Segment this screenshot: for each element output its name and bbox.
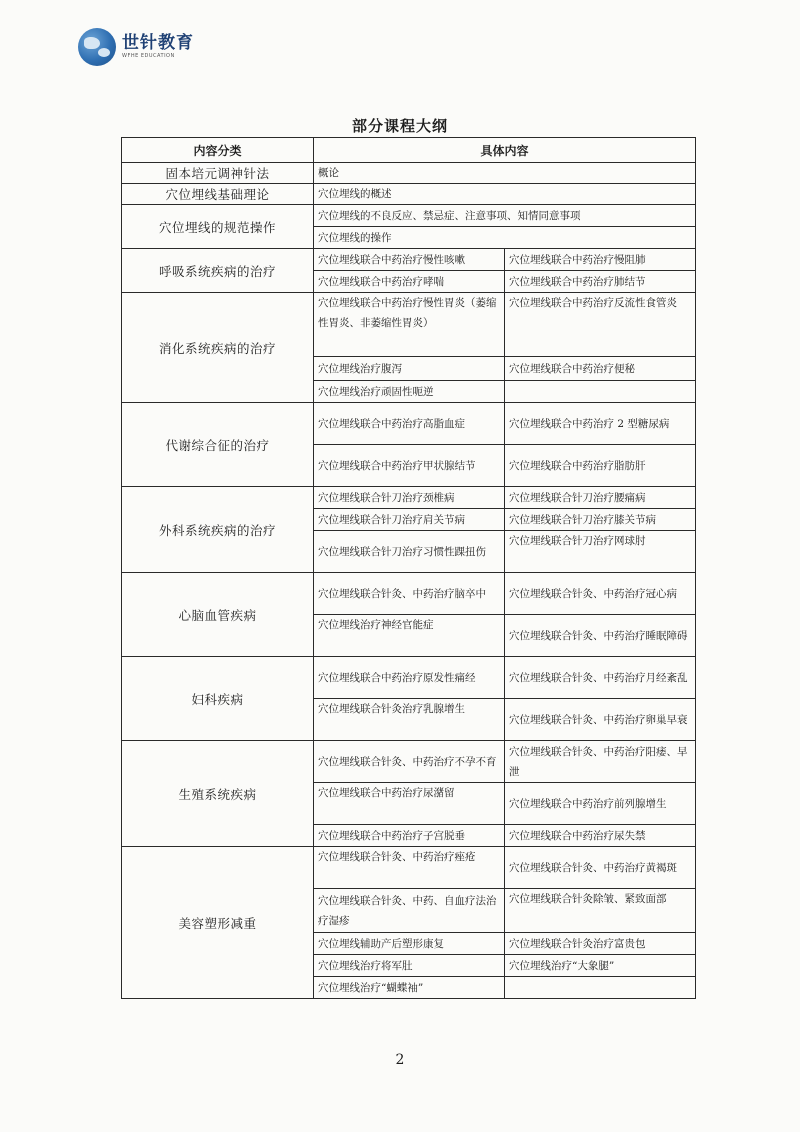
content-cell: 穴位埋线治疗神经官能症 (314, 615, 505, 657)
content-cell: 穴位埋线联合针灸、中药治疗卵巢早衰 (505, 699, 696, 741)
content-cell: 穴位埋线联合中药治疗甲状腺结节 (314, 445, 505, 487)
category-cell: 消化系统疾病的治疗 (122, 293, 314, 403)
table-row (122, 741, 696, 783)
table-row (122, 847, 696, 889)
content-cell: 穴位埋线联合针灸、中药治疗黄褐斑 (505, 847, 696, 889)
category-cell: 穴位埋线的规范操作 (122, 205, 314, 249)
course-outline-table (121, 137, 696, 999)
content-cell: 穴位埋线联合中药治疗慢性咳嗽 (314, 249, 505, 271)
table-row (122, 205, 696, 227)
content-cell: 穴位埋线的概述 (314, 184, 696, 205)
content-cell: 穴位埋线联合中药治疗便秘 (505, 357, 696, 381)
table-row (122, 163, 696, 184)
content-cell: 穴位埋线联合针灸、中药治疗冠心病 (505, 573, 696, 615)
category-cell: 代谢综合征的治疗 (122, 403, 314, 487)
logo-title: 世针教育 (122, 33, 194, 53)
content-cell: 穴位埋线治疗“蝴蝶袖” (314, 977, 505, 999)
content-cell: 穴位埋线联合针刀治疗肩关节病 (314, 509, 505, 531)
content-cell: 穴位埋线联合中药治疗脂肪肝 (505, 445, 696, 487)
content-cell: 穴位埋线联合针灸、中药治疗月经紊乱 (505, 657, 696, 699)
content-cell: 穴位埋线联合中药治疗慢阻肺 (505, 249, 696, 271)
table-row (122, 293, 696, 357)
content-cell: 穴位埋线联合针灸、中药治疗脑卒中 (314, 573, 505, 615)
content-cell: 穴位埋线联合针灸、中药、自血疗法治疗湿疹 (314, 889, 505, 933)
category-cell: 固本培元调神针法 (122, 163, 314, 184)
content-cell: 穴位埋线联合针刀治疗膝关节病 (505, 509, 696, 531)
content-cell: 穴位埋线联合中药治疗慢性胃炎（萎缩性胃炎、非萎缩性胃炎） (314, 293, 505, 357)
globe-logo-icon (78, 28, 116, 66)
content-cell: 穴位埋线联合中药治疗尿失禁 (505, 825, 696, 847)
category-cell: 美容塑形减重 (122, 847, 314, 999)
content-cell: 穴位埋线联合针灸、中药治疗阳痿、早泄 (505, 741, 696, 783)
content-cell: 穴位埋线的不良反应、禁忌症、注意事项、知情同意事项 (314, 205, 696, 227)
content-cell: 穴位埋线治疗腹泻 (314, 357, 505, 381)
category-cell: 穴位埋线基础理论 (122, 184, 314, 205)
category-cell: 生殖系统疾病 (122, 741, 314, 847)
content-cell: 穴位埋线联合针刀治疗腰痛病 (505, 487, 696, 509)
table-row (122, 657, 696, 699)
content-cell: 穴位埋线联合中药治疗子宫脱垂 (314, 825, 505, 847)
table-row (122, 184, 696, 205)
content-cell: 穴位埋线联合针刀治疗网球肘 (505, 531, 696, 573)
content-cell: 穴位埋线联合针灸、中药治疗不孕不育 (314, 741, 505, 783)
content-cell: 穴位埋线联合中药治疗高脂血症 (314, 403, 505, 445)
table-header-row (122, 138, 696, 163)
content-cell: 穴位埋线联合中药治疗肺结节 (505, 271, 696, 293)
content-cell: 穴位埋线联合针灸治疗富贵包 (505, 933, 696, 955)
header-content: 具体内容 (314, 138, 696, 163)
content-cell: 穴位埋线联合针灸除皱、紧致面部 (505, 889, 696, 933)
table-row (122, 573, 696, 615)
content-cell: 穴位埋线联合中药治疗哮喘 (314, 271, 505, 293)
content-cell: 穴位埋线联合针灸、中药治疗痤疮 (314, 847, 505, 889)
content-cell: 穴位埋线联合针灸治疗乳腺增生 (314, 699, 505, 741)
page-number: 2 (395, 1052, 405, 1068)
content-cell (505, 977, 696, 999)
content-cell: 穴位埋线联合中药治疗原发性痛经 (314, 657, 505, 699)
table-row (122, 487, 696, 509)
content-cell: 穴位埋线的操作 (314, 227, 696, 249)
content-cell: 概论 (314, 163, 696, 184)
category-cell: 妇科疾病 (122, 657, 314, 741)
content-cell: 穴位埋线联合中药治疗前列腺增生 (505, 783, 696, 825)
category-cell: 呼吸系统疾病的治疗 (122, 249, 314, 293)
category-cell: 心脑血管疾病 (122, 573, 314, 657)
content-cell: 穴位埋线辅助产后塑形康复 (314, 933, 505, 955)
content-cell: 穴位埋线联合中药治疗 2 型糖尿病 (505, 403, 696, 445)
content-cell: 穴位埋线联合针刀治疗颈椎病 (314, 487, 505, 509)
logo-subtitle: WFHE EDUCATION (122, 53, 175, 59)
content-cell: 穴位埋线治疗“大象腿” (505, 955, 696, 977)
document-title: 部分课程大纲 (351, 117, 448, 135)
category-cell: 外科系统疾病的治疗 (122, 487, 314, 573)
content-cell: 穴位埋线治疗顽固性呃逆 (314, 381, 505, 403)
content-cell: 穴位埋线联合针灸、中药治疗睡眠障碍 (505, 615, 696, 657)
content-cell: 穴位埋线联合针刀治疗习惯性踝扭伤 (314, 531, 505, 573)
content-cell: 穴位埋线联合中药治疗反流性食管炎 (505, 293, 696, 357)
content-cell: 穴位埋线治疗将军肚 (314, 955, 505, 977)
table-row (122, 403, 696, 445)
content-cell (505, 381, 696, 403)
brand-logo (78, 28, 194, 66)
content-cell: 穴位埋线联合中药治疗尿潴留 (314, 783, 505, 825)
table-row (122, 249, 696, 271)
header-category: 内容分类 (122, 138, 314, 163)
